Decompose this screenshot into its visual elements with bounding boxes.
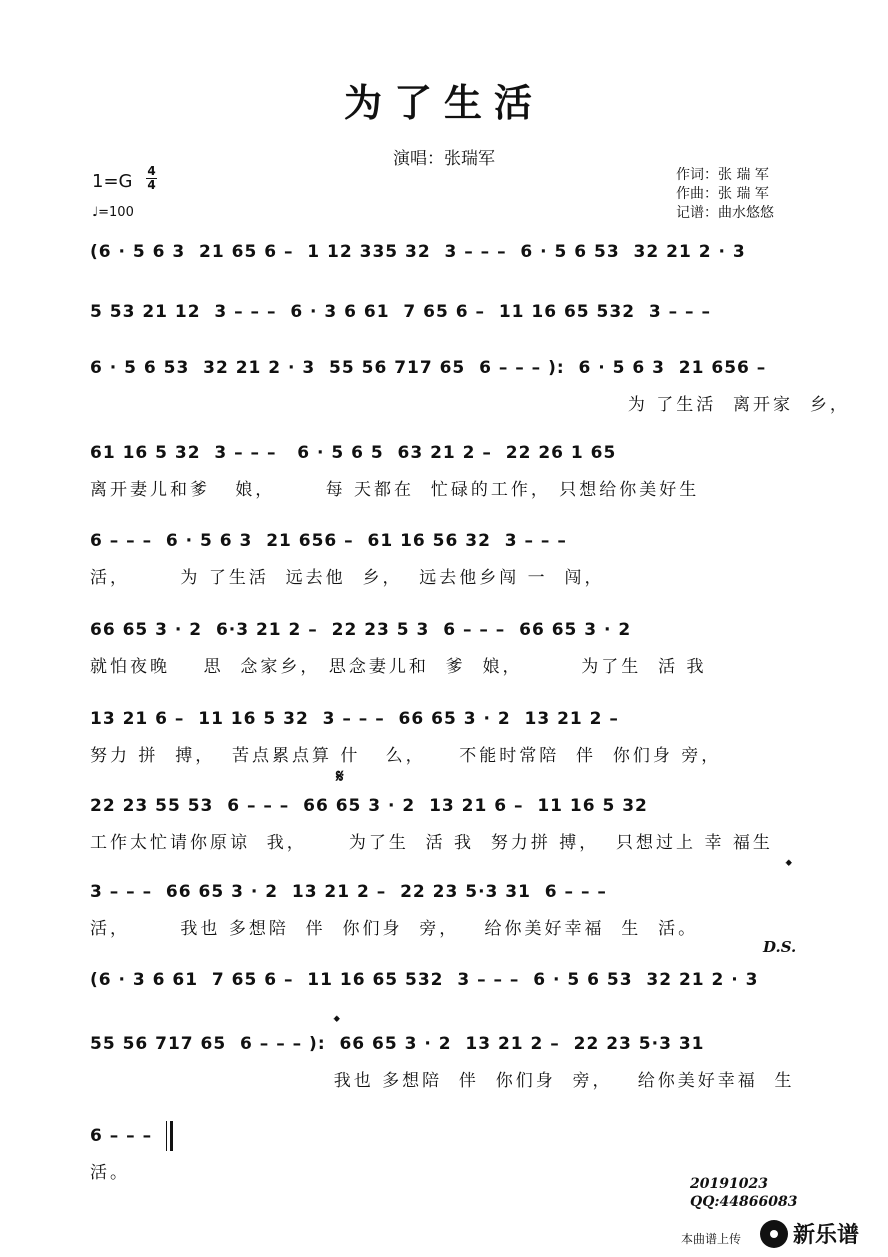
music-system (90, 234, 798, 270)
lyric-line: 我也 多想陪 伴 你们身 旁， 给你美好幸福 生 (90, 1071, 795, 1091)
lyric-line: 活， 为 了生活 远去他 乡， 远去他乡闯 一 闯， (90, 568, 605, 588)
key-signature: 1=G (92, 171, 133, 192)
notation-line: 6 · 5 6 53 32 21 2 · 3 55 56 717 65 6 – – – ): 6 · 5 6 3 21 656 – (90, 358, 767, 378)
lyric-line: 为 了生活 离开家 乡， (90, 395, 850, 415)
meter-top: 4 (147, 164, 156, 178)
segno-sign: 𝄋 (336, 766, 344, 787)
upload-note: 本曲谱上传 (681, 1232, 742, 1246)
music-system (90, 874, 798, 939)
music-system (90, 962, 798, 998)
coda-sign: 𝄌 (786, 856, 792, 875)
tempo-marking: ♩=100 (92, 205, 134, 220)
ds-marking: D.S. (763, 938, 797, 956)
site-name: 新乐谱 (793, 1223, 860, 1248)
lyric-line: 活。 (90, 1163, 130, 1183)
final-barline (166, 1121, 173, 1151)
transcriber-credit: 记谱：曲水悠悠 (676, 205, 774, 221)
date-stamp: 20191023 (690, 1176, 768, 1192)
notation-line: (6 · 5 6 3 21 65 6 – 1 12 335 32 3 – – – 6 · 5 6 53 32 21 2 · 3 (90, 242, 746, 262)
song-title: 为了生活 (343, 80, 544, 125)
qq-number: QQ:44866083 (690, 1194, 798, 1210)
site-logo[interactable] (760, 1218, 859, 1249)
lyric-line: 活， 我也 多想陪 伴 你们身 旁， 给你美好幸福 生 活。 (90, 919, 699, 939)
music-system (90, 523, 798, 588)
lyric-line: 就怕夜晚 思 念家乡， 思念妻儿和 爹 娘， 为了生 活 我 (90, 657, 707, 677)
disc-icon (760, 1220, 788, 1248)
music-system (90, 788, 798, 853)
music-system (90, 294, 798, 330)
lyric-line: 工作太忙请你原谅 我， 为了生 活 我 努力拼 搏， 只想过上 幸 福生 (90, 833, 773, 853)
singer-credit: 演唱：张瑞军 (393, 149, 495, 169)
notation-line: 55 56 717 65 6 – – – ): 66 65 3 · 2 13 21 2 – 22 23 5·3 31 (90, 1034, 705, 1054)
composer-credit: 作曲：张 瑞 军 (676, 186, 769, 202)
coda-sign-2: 𝄌 (334, 1012, 340, 1031)
meter-bottom: 4 (147, 178, 156, 192)
footer-info (690, 1175, 798, 1211)
music-system (90, 350, 850, 415)
notation-line: 13 21 6 – 11 16 5 32 3 – – – 66 65 3 · 2 13 21 2 – (90, 709, 619, 729)
lyricist-credit: 作词：张 瑞 军 (676, 167, 769, 183)
lyric-line: 努力 拼 搏， 苦点累点算 什 么， 不能时常陪 伴 你们身 旁， (90, 746, 722, 766)
music-system (90, 612, 798, 677)
credits-block (676, 166, 774, 223)
time-signature (146, 165, 157, 192)
notation-line: (6 · 3 6 61 7 65 6 – 11 16 65 532 3 – – – 6 · 5 6 53 32 21 2 · 3 (90, 970, 759, 990)
lyric-line: 离开妻儿和爹 娘， 每 天都在 忙碌的工作， 只想给你美好生 (90, 480, 700, 500)
music-system (90, 435, 798, 500)
notation-line: 66 65 3 · 2 6·3 21 2 – 22 23 5 3 6 – – – 66 65 3 · 2 (90, 620, 632, 640)
notation-line: 6 – – – (90, 1126, 153, 1146)
music-system (90, 1118, 798, 1183)
notation-line: 6 – – – 6 · 5 6 3 21 656 – 61 16 56 32 3 – – – (90, 531, 567, 551)
music-system (90, 701, 798, 766)
music-system (90, 1026, 798, 1091)
notation-line: 61 16 5 32 3 – – – 6 · 5 6 5 63 21 2 – 22 26 1 65 (90, 443, 617, 463)
notation-line: 3 – – – 66 65 3 · 2 13 21 2 – 22 23 5·3 31 6 – – – (90, 882, 607, 902)
notation-line: 5 53 21 12 3 – – – 6 · 3 6 61 7 65 6 – 11 16 65 532 3 – – – (90, 302, 711, 322)
notation-line: 22 23 55 53 6 – – – 66 65 3 · 2 13 21 6 – 11 16 5 32 (90, 796, 648, 816)
